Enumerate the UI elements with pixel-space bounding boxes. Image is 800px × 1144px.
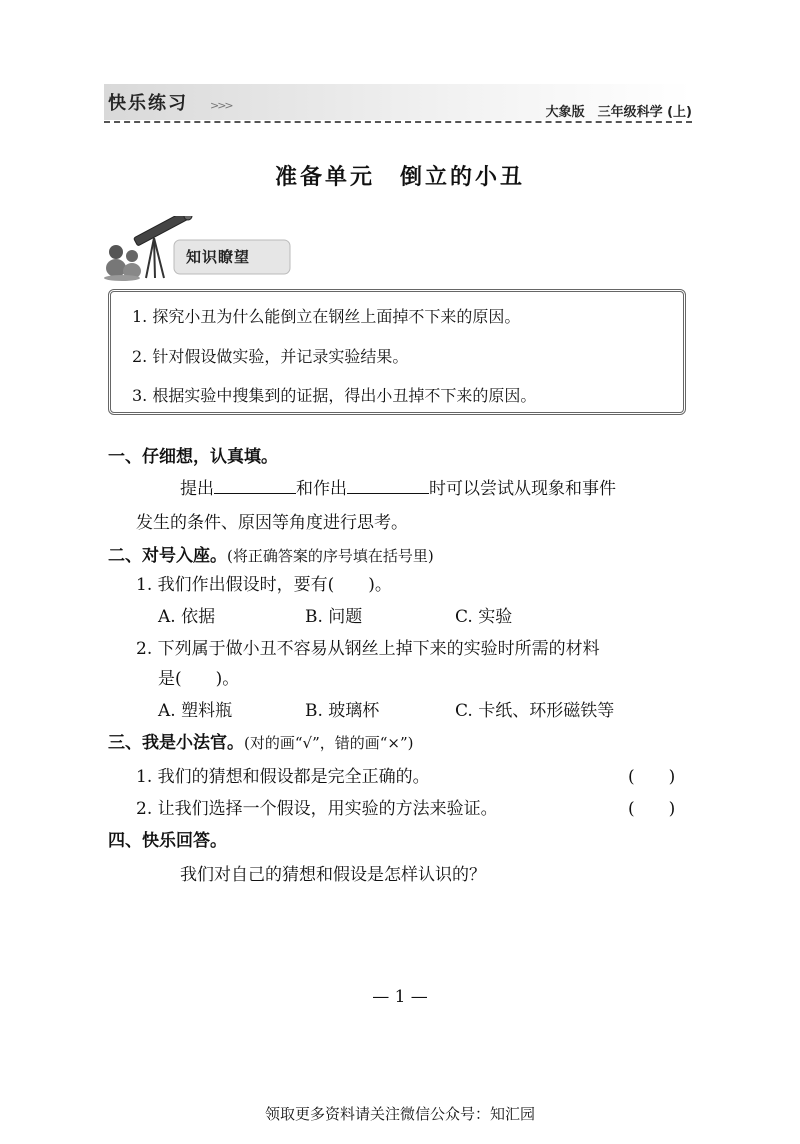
section-2-title (108, 541, 434, 566)
header-arrows-icon: >>> (210, 99, 232, 112)
section-3-note: (对的画“√”，错的画“×”) (244, 734, 414, 752)
header-divider (104, 121, 692, 123)
page-number: — 1 — (372, 987, 428, 1007)
question-1-text-a: 1. 我们作出假设时，要有( (136, 575, 335, 595)
question-1-stem (136, 570, 392, 595)
objective-item-1: 1. 探究小丑为什么能倒立在钢丝上面掉不下来的原因。 (132, 307, 521, 326)
section-3-title (108, 728, 414, 753)
fill-text-c: 时可以尝试从现象和事件 (429, 479, 616, 499)
judgement-2-statement: 2. 让我们选择一个假设，用实验的方法来验证。 (136, 799, 498, 819)
question-2-text-b: )。 (215, 669, 240, 689)
judgement-1-answer-parens[interactable]: ( ) (628, 767, 676, 787)
knowledge-label: 知识瞭望 (186, 248, 251, 266)
section-4-title: 四、快乐回答。 (108, 831, 227, 851)
header-book-title: 大象版 三年级科学 (上) (545, 105, 692, 120)
section-1-line-1 (180, 474, 616, 499)
judgement-1-statement: 1. 我们的猜想和假设都是完全正确的。 (136, 767, 430, 787)
judgement-2-answer-parens[interactable]: ( ) (628, 799, 676, 819)
question-2-stem-line-1: 2. 下列属于做小丑不容易从钢丝上掉下来的实验时所需的材料 (136, 639, 600, 659)
footer-note: 领取更多资料请关注微信公众号：知汇园 (264, 1105, 535, 1123)
section-4-question: 我们对自己的猜想和假设是怎样认识的？ (180, 865, 486, 885)
answer-blank-1[interactable] (214, 477, 296, 494)
question-2-option-c: C. 卡纸、环形磁铁等 (455, 701, 615, 721)
section-3-heading: 三、我是小法官。 (108, 733, 244, 753)
question-1-option-c: C. 实验 (455, 607, 513, 627)
header-series-title: 快乐练习 (108, 93, 188, 114)
question-2-option-b: B. 玻璃杯 (305, 701, 380, 721)
objective-item-2: 2. 针对假设做实验，并记录实验结果。 (132, 347, 409, 366)
question-1-option-a: A. 依据 (158, 607, 216, 627)
fill-text-b: 和作出 (296, 479, 347, 499)
section-1-title: 一、仔细想，认真填。 (108, 447, 278, 467)
fill-text-a: 提出 (180, 479, 214, 499)
section-1-line-2: 发生的条件、原因等角度进行思考。 (136, 513, 408, 533)
section-2-heading: 二、对号入座。 (108, 546, 227, 566)
question-2-option-a: A. 塑料瓶 (158, 701, 233, 721)
objective-item-3: 3. 根据实验中搜集到的证据，得出小丑掉不下来的原因。 (132, 386, 537, 405)
question-2-text-a: 是( (158, 669, 182, 689)
question-1-text-b: )。 (368, 575, 392, 595)
answer-blank-2[interactable] (347, 477, 429, 494)
section-2-note: (将正确答案的序号填在括号里) (227, 547, 434, 565)
unit-title: 准备单元 倒立的小丑 (274, 165, 525, 190)
question-2-stem-line-2 (158, 664, 239, 689)
question-1-option-b: B. 问题 (305, 607, 363, 627)
